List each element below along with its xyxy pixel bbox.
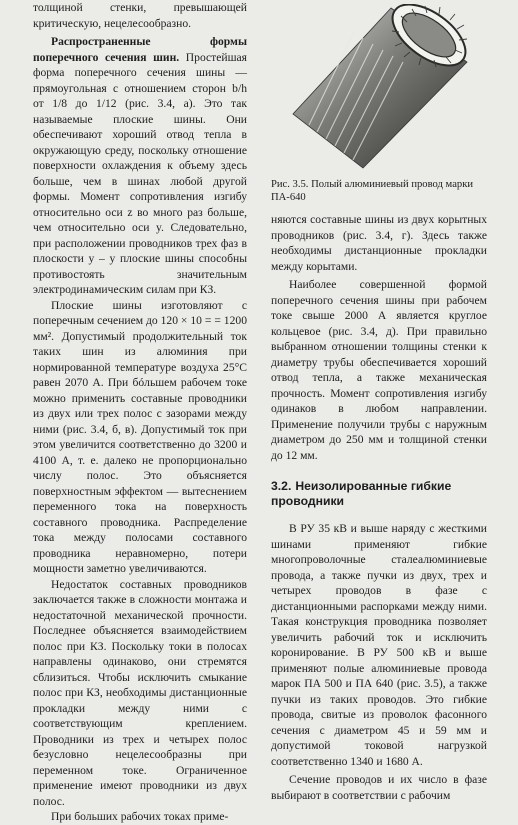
- hollow-conductor-illustration: [271, 4, 487, 172]
- section-number: 3.2.: [271, 479, 292, 493]
- paragraph-flat-busbars: Плоские шины изготовляют с поперечным сечением до 120 × 10 = = 1200 мм². Допустимый продолжительный ток таких шин из алюминия при нормированной температуре воздуха 25°С равен 2070 А. При бóльшем рабочем токе можно применить составные проводники из двух или трех полос с зазорами между ними (рис. 3.4, б, в). Допустимый ток при этом увеличится соответственно до 3200 и 4100 А, т. е. далеко не пропорционально числу полос. Это объясняется поверхностным эффектом — вытеснением переменного тока на поверхность составного проводника. Распределение тока между полосами составного проводника неравномерно, потери мощности заметно увеличиваются.: [33, 298, 247, 575]
- left-column: [33, 0, 247, 825]
- paragraph-composite-drawbacks: Недостаток составных проводников заключается также в сложности монтажа и недостаточной механической прочности. Последнее объясняется взаимодействием полос при КЗ. Поскольку токи в полосах направлены одинаково, они стремятся сблизиться. Чтобы исключить смыкание полос при КЗ, необходимы дистанционные прокладки между ними с соответствующим креплением. Проводники из трех и четырех полос безусловно нецелесообразны при переменном токе. Ограниченное применение имеют проводники из двух полос.: [33, 577, 247, 808]
- figure-hollow-conductor: [271, 4, 487, 172]
- paragraph-tubular-busbars: Наиболее совершенной формой поперечного сечения шины при рабочем токе свыше 2000 А является круглое кольцевое (рис. 3.4, д). При правильно выбранном отношении толщины стенки к диаметру трубы обеспечивается хороший отвод тепла, а также механическая прочность. Момент сопротивления изгибу одинаков в любом направлении. Применение получили трубы с наружным диаметром до 250 мм и толщиной стенки до 12 мм.: [271, 278, 487, 462]
- paragraph-wire-selection: Сечение проводов и их число в фазе выбирают в соответствии с рабочим: [271, 773, 487, 802]
- right-column: [271, 0, 487, 803]
- figure-caption: Рис. 3.5. Полый алюминиевый провод марки ПА-640: [271, 179, 474, 203]
- section-title: Неизолированные гибкие проводники: [271, 479, 452, 508]
- paragraph-continued: толщиной стенки, превышающей критическую, нецелесообразно.: [33, 1, 247, 30]
- paragraph-busbar-shapes: Распространенные формы поперечного сечения шин. Простейшая форма поперечного сечения шины — прямоугольная с отношением сторон b/h от 1/8 до 1/12 (рис. 3.4, а). Это так называемые плоские шины. Они обеспечивают хороший отвод тепла в окружающую среду, поскольку отношение поверхности охлаждения к объему здесь больше, чем в шинах любой другой формы. Момент сопротивления изгибу относительно оси z во много раз больше, чем относительно оси y. Следовательно, при расположении проводников трех фаз в плоскости y – y плоские шины способны противостоять значительным электродинамическим силам при КЗ.: [33, 35, 248, 296]
- paragraph-trough-conductors: няются составные шины из двух корытных проводников (рис. 3.4, г). Здесь также необходимы дистанционные прокладки между корытами.: [271, 213, 487, 273]
- paragraph-flexible-conductors: В РУ 35 кВ и выше наряду с жесткими шинами применяют гибкие многопроволочные сталеалюминиевые провода, а также пучки из двух, трех и четырех проводов в фазе с дистанционными распорками между ними. Такая конструкция проводника позволяет увеличить рабочий ток и исключить коронирование. В РУ 500 кВ и выше применяют полые алюминиевые провода марок ПА 500 и ПА 640 (рис. 3.5), а также пучки из таких проводов. Это гибкие провода, свитые из проволок фасонного сечения с диаметром 45 и 59 мм и допустимой токовой нагрузкой соответственно 1340 и 1680 А.: [271, 522, 487, 768]
- section-heading: [271, 479, 487, 509]
- run-in-heading: Распространенные формы поперечного сечения шин.: [33, 35, 247, 64]
- paragraph-large-currents: При больших рабочих токах приме-: [51, 810, 229, 823]
